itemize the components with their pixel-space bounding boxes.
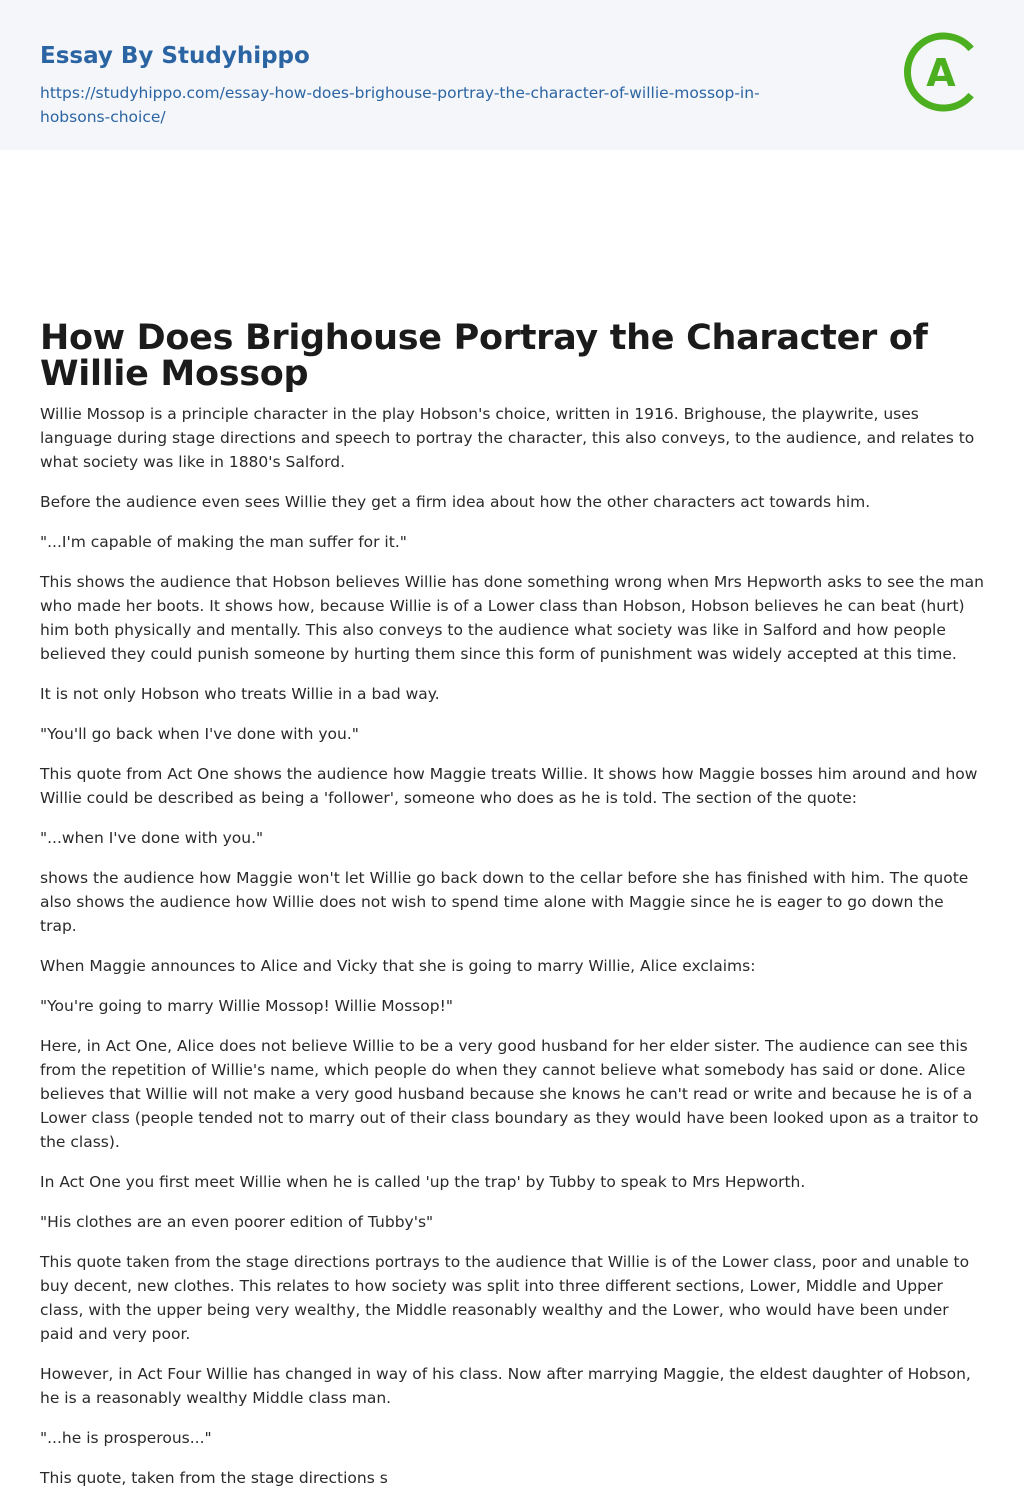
- paragraph: In Act One you first meet Willie when he is called 'up the trap' by Tubby to speak to Mrs Hepworth.: [40, 1173, 806, 1191]
- paragraph: shows the audience how Maggie won't let Willie go back down to the cellar before she has finished with him. The quote also shows the audience how Willie does not wish to spend time alone with Maggie since he is eager to go down the trap.: [40, 869, 969, 935]
- site-brand[interactable]: Essay By Studyhippo: [40, 43, 310, 69]
- paragraph: Before the audience even sees Willie they get a firm idea about how the other characters act towards him.: [40, 493, 871, 511]
- logo-letter: A: [926, 51, 956, 95]
- site-header: [0, 0, 1024, 150]
- quote-paragraph: "...when I've done with you.": [40, 829, 264, 847]
- paragraph: This quote from Act One shows the audience how Maggie treats Willie. It shows how Maggie bosses him around and how Willie could be described as being a 'follower', someone who does as he is told. The section of the quote:: [40, 765, 978, 807]
- page-title: How Does Brighouse Portray the Character of Willie Mossop: [40, 318, 928, 394]
- quote-paragraph: "His clothes are an even poorer edition of Tubby's": [40, 1213, 434, 1231]
- essay-url-line-2[interactable]: hobsons-choice/: [40, 108, 166, 126]
- quote-paragraph: "You'll go back when I've done with you.": [40, 725, 359, 743]
- paragraph: However, in Act Four Willie has changed in way of his class. Now after marrying Maggie, the eldest daughter of Hobson, he is a reasonably wealthy Middle class man.: [40, 1365, 971, 1407]
- paragraph: This shows the audience that Hobson believes Willie has done something wrong when Mrs Hepworth asks to see the man who made her boots. It shows how, because Willie is of a Lower class than Hobson, Hobson believes he can beat (hurt) him both physically and mentally. This also conveys to the audience what society was like in Salford and how people believed they could punish someone by hurting them since this form of punishment was widely accepted at this time.: [40, 573, 984, 663]
- quote-paragraph: "...he is prosperous...": [40, 1429, 212, 1447]
- paragraph: This quote, taken from the stage directions s: [40, 1469, 388, 1487]
- paragraph: It is not only Hobson who treats Willie in a bad way.: [40, 685, 440, 703]
- studyhippo-logo-icon[interactable]: [913, 30, 985, 114]
- article-body: [40, 402, 984, 1490]
- paragraph: Here, in Act One, Alice does not believe Willie to be a very good husband for her elder sister. The audience can see this from the repetition of Willie's name, which people do when they cannot believe what somebody has said or done. Alice believes that Willie will not make a very good husband because she knows he can't read or write and because he is of a Lower class (people tended not to marry out of their class boundary as they would have been looked upon as a traitor to the class).: [40, 1037, 979, 1151]
- paragraph: This quote taken from the stage directions portrays to the audience that Willie is of the Lower class, poor and unable to buy decent, new clothes. This relates to how society was split into three different sections, Lower, Middle and Upper class, with the upper being very wealthy, the Middle reasonably wealthy and the Lower, who would have been under paid and very poor.: [40, 1253, 970, 1343]
- paragraph: Willie Mossop is a principle character in the play Hobson's choice, written in 1916. Brighouse, the playwrite, uses language during stage directions and speech to portray the character, this also conveys, to the audience, and relates to what society was like in 1880's Salford.: [40, 405, 975, 471]
- article: [0, 150, 1024, 1490]
- quote-paragraph: "...I'm capable of making the man suffer for it.": [40, 533, 407, 551]
- quote-paragraph: "You're going to marry Willie Mossop! Willie Mossop!": [40, 997, 453, 1015]
- paragraph: When Maggie announces to Alice and Vicky that she is going to marry Willie, Alice exclaims:: [40, 957, 756, 975]
- essay-url-link[interactable]: [40, 81, 840, 129]
- essay-url-line-1[interactable]: https://studyhippo.com/essay-how-does-brighouse-portray-the-character-of-willie-mossop-in-: [40, 84, 760, 102]
